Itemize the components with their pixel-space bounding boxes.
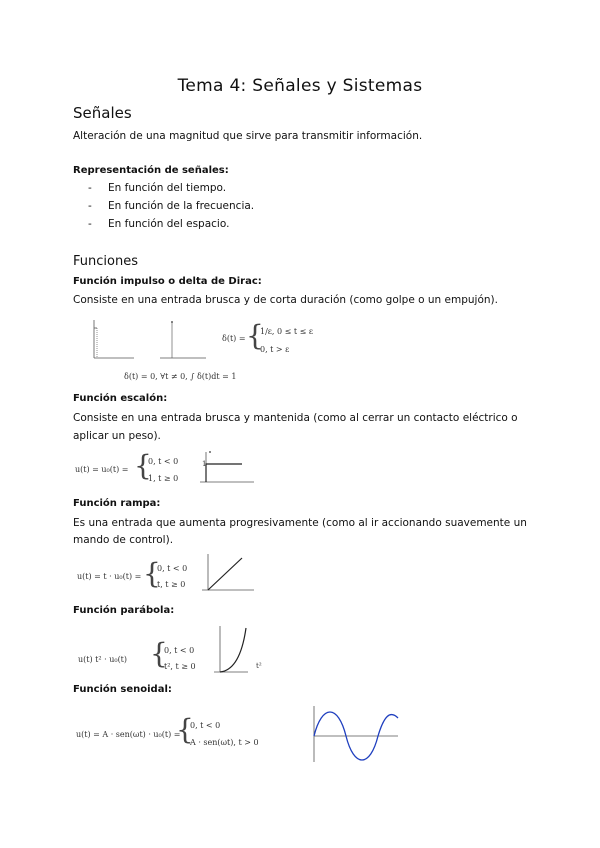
section-heading-funciones: Funciones xyxy=(73,254,138,269)
brace-icon: { xyxy=(176,713,194,746)
brace-icon: { xyxy=(134,449,152,482)
step-graph xyxy=(198,450,256,486)
parabola-case-2: t², t ≥ 0 xyxy=(164,662,196,671)
step-description-line2: aplicar un peso). xyxy=(73,430,161,442)
ramp-description-line1: Es una entrada que aumenta progresivamente (como al ir accionando suavemente un xyxy=(73,517,527,529)
parabola-equation-lhs: u(t) t² · u₀(t) xyxy=(78,655,128,664)
step-heading: Función escalón: xyxy=(73,393,168,404)
impulse-narrow-pulse-graph xyxy=(88,318,138,362)
step-equation-lhs: u(t) = u₀(t) = xyxy=(75,465,129,474)
brace-icon: { xyxy=(150,637,168,670)
impulse-case-2: 0, t > ε xyxy=(260,345,290,354)
representation-heading: Representación de señales: xyxy=(73,165,229,176)
bullet-item: - En función del espacio. xyxy=(88,218,230,230)
senales-intro: Alteración de una magnitud que sirve para transmitir información. xyxy=(73,130,423,142)
sine-graph xyxy=(302,704,402,764)
impulse-equation-bottom: δ(t) = 0, ∀t ≠ 0, ∫ δ(t)dt = 1 xyxy=(124,372,237,381)
impulse-heading: Función impulso o delta de Dirac: xyxy=(73,276,262,287)
impulse-equation-lhs: δ(t) = xyxy=(222,334,246,343)
ramp-heading: Función rampa: xyxy=(73,498,161,509)
ramp-case-2: t, t ≥ 0 xyxy=(157,580,186,589)
sine-case-1: 0, t < 0 xyxy=(190,721,221,730)
step-description-line1: Consiste en una entrada brusca y mantenida (como al cerrar un contacto eléctrico o xyxy=(73,412,518,424)
ramp-description-line2: mando de control). xyxy=(73,534,174,546)
impulse-description: Consiste en una entrada brusca y de corta duración (como golpe o un empujón). xyxy=(73,294,498,306)
parabola-case-1: 0, t < 0 xyxy=(164,646,195,655)
bullet-item: - En función de la frecuencia. xyxy=(88,200,255,212)
brace-icon: { xyxy=(246,319,264,352)
parabola-heading: Función parábola: xyxy=(73,605,175,616)
bullet-item: - En función del tiempo. xyxy=(88,182,227,194)
parabola-graph xyxy=(212,624,254,676)
brace-icon: { xyxy=(143,557,161,590)
ramp-case-1: 0, t < 0 xyxy=(157,564,188,573)
step-case-1: 0, t < 0 xyxy=(148,457,179,466)
sine-equation-lhs: u(t) = A · sen(ωt) · u₀(t) = xyxy=(76,730,181,739)
sine-case-2: A · sen(ωt), t > 0 xyxy=(190,738,259,747)
sine-heading: Función senoidal: xyxy=(73,684,172,695)
ramp-graph xyxy=(200,552,256,598)
step-case-2: 1, t ≥ 0 xyxy=(148,474,179,483)
page-title: Tema 4: Señales y Sistemas xyxy=(177,76,423,96)
step-graph-label: 1 xyxy=(202,460,207,468)
parabola-graph-label: t² xyxy=(256,662,262,670)
section-heading-senales: Señales xyxy=(73,104,132,122)
ramp-equation-lhs: u(t) = t · u₀(t) = xyxy=(77,572,142,581)
impulse-case-1: 1/ε, 0 ≤ t ≤ ε xyxy=(260,327,314,336)
impulse-delta-graph xyxy=(158,318,208,362)
